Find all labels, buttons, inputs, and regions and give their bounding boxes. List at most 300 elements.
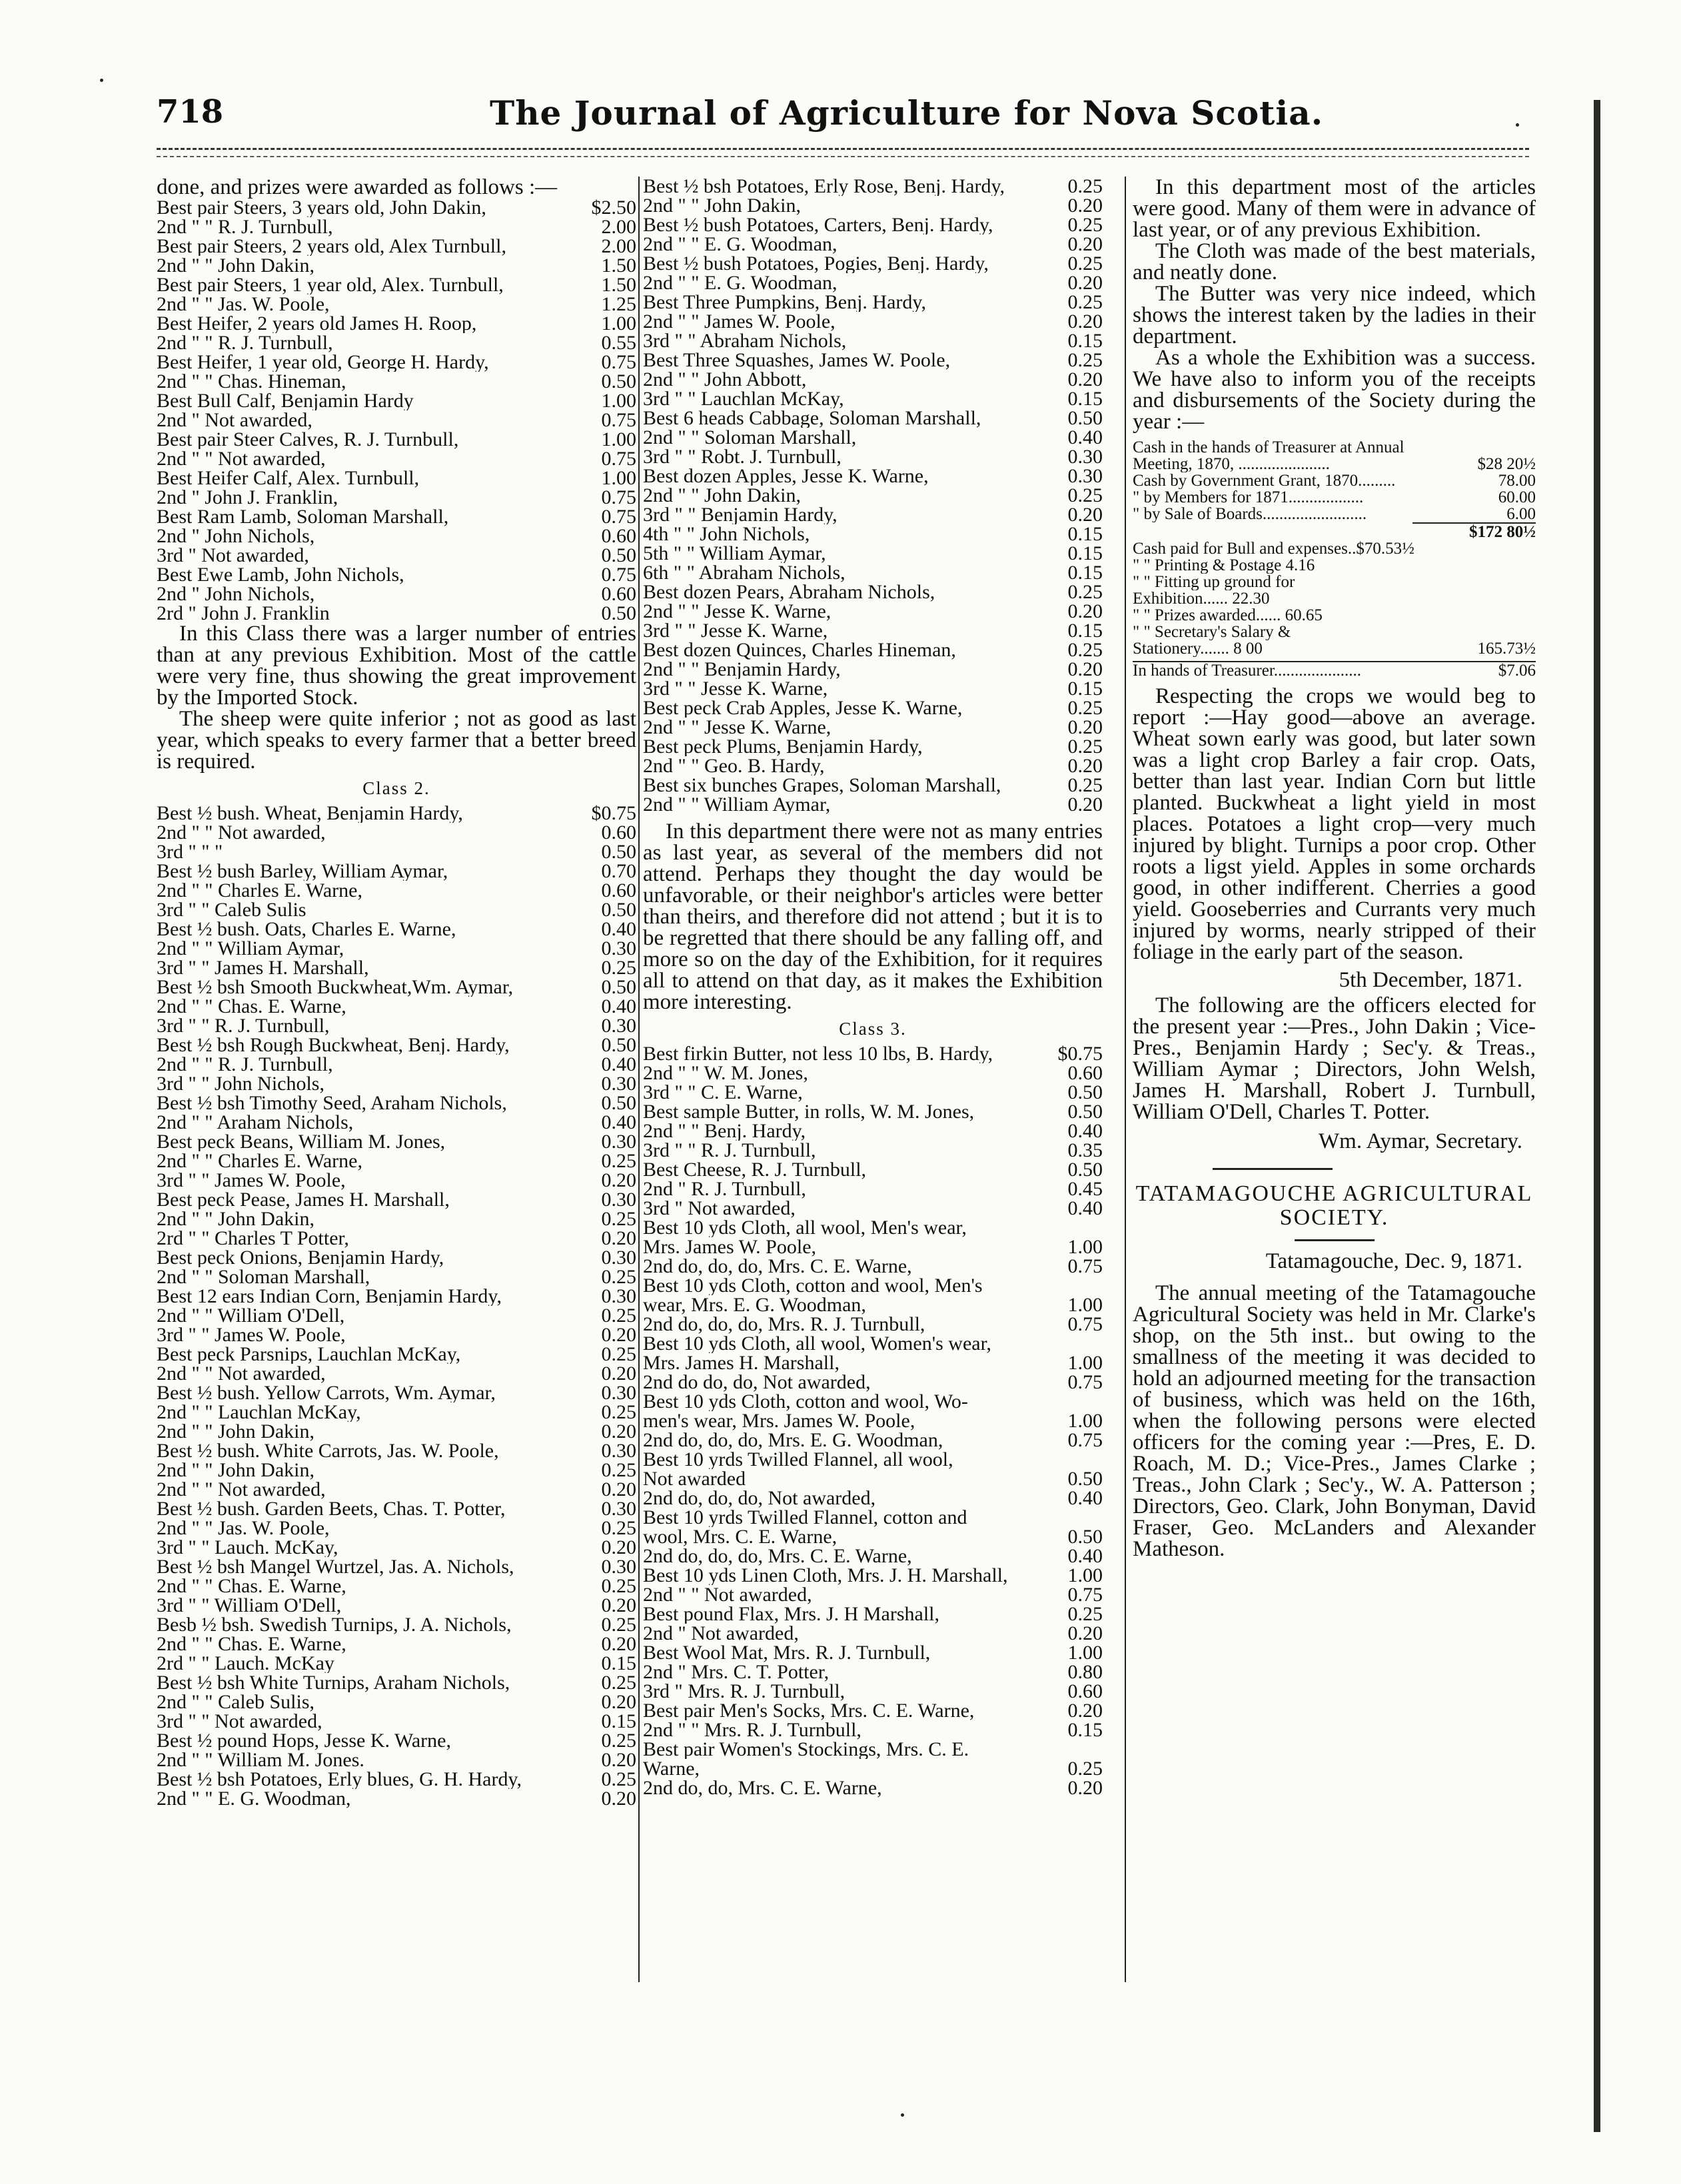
prize-row <box>157 1634 636 1654</box>
prize-amount: 0.15 <box>601 1652 636 1674</box>
prize-row <box>157 1364 636 1383</box>
cash-row <box>1133 456 1536 472</box>
class3-prize-list <box>643 1044 1103 1798</box>
entry-text: Best ½ bush. White Carrots, Jas. W. Poole, <box>157 1441 499 1460</box>
officers-elected: The following are the officers elected for the present year :—Pres., John Dakin ; Vice-Pres., Benjamin Hardy ; Sec'y. & Treas., William Aymar ; Directors, John Welsh, James H. Marshall, Robert J. Turnbull, William O'Dell, Charles T. Potter. <box>1133 993 1536 1124</box>
entry-text: Best ½ bush. Wheat, Benjamin Hardy, <box>157 804 463 823</box>
prize-amount: 0.20 <box>1067 195 1103 217</box>
prize-amount: 0.25 <box>1067 581 1103 603</box>
entry-text: 2rd " " Lauch. McKay <box>157 1654 334 1673</box>
prize-amount: 0.30 <box>601 1189 636 1211</box>
prize-amount: 0.60 <box>601 821 636 843</box>
entry-text: Besb ½ bsh. Swedish Turnips, J. A. Nichols, <box>157 1615 512 1634</box>
entry-text: Best pair Steer Calves, R. J. Turnbull, <box>157 430 459 449</box>
prize-amount: 0.20 <box>1067 1700 1103 1722</box>
prize-row <box>643 1237 1103 1257</box>
entry-text: 2nd " " Jas. W. Poole, <box>157 1518 330 1538</box>
prize-amount <box>1462 574 1536 590</box>
class1-prize-list <box>157 198 636 623</box>
entry-text: 2nd " " Benj. Hardy, <box>643 1121 806 1141</box>
prize-row <box>157 507 636 526</box>
prize-row <box>643 1488 1103 1508</box>
prize-amount: 0.75 <box>601 409 636 431</box>
prize-amount: 0.60 <box>601 525 636 547</box>
entry-text: 2nd " " Chas. E. Warne, <box>157 997 346 1016</box>
prize-row <box>157 1171 636 1190</box>
prize-row <box>157 1538 636 1557</box>
prize-amount: 0.20 <box>1067 716 1103 738</box>
prize-amount: 0.20 <box>1067 1777 1103 1799</box>
prize-amount: 0.15 <box>1067 562 1103 584</box>
entry-text: Best pair Steers, 2 years old, Alex Turnbull, <box>157 237 506 256</box>
prize-row <box>643 1701 1103 1720</box>
entry-text: " " Fitting up ground for <box>1133 574 1295 590</box>
prize-row <box>643 408 1103 428</box>
prize-amount: 0.60 <box>601 879 636 901</box>
prize-row <box>643 1044 1103 1063</box>
prize-amount: 0.35 <box>1067 1139 1103 1161</box>
prize-row <box>643 370 1103 389</box>
entry-text: Best Ewe Lamb, John Nichols, <box>157 565 404 584</box>
entry-text: 2nd " " E. G. Woodman, <box>643 235 838 254</box>
prize-amount: 6.00 <box>1506 505 1536 523</box>
prize-amount: 0.30 <box>601 1556 636 1578</box>
prize-amount: 1.00 <box>1067 1564 1103 1586</box>
produce-prize-list <box>643 177 1103 814</box>
entry-text: Best ½ bush. Yellow Carrots, Wm. Aymar, <box>157 1383 496 1402</box>
prize-amount: 0.25 <box>601 1305 636 1327</box>
entry-text: 2nd " " Charles E. Warne, <box>157 881 362 900</box>
prize-row <box>643 1469 1103 1488</box>
prize-amount: 0.20 <box>1067 1622 1103 1644</box>
prize-row <box>643 1527 1103 1546</box>
entry-text: 2nd " " John Dakin, <box>643 196 801 215</box>
prize-amount: 0.30 <box>601 1073 636 1095</box>
prize-row <box>643 1566 1103 1585</box>
entry-text: 6th " " Abraham Nichols, <box>643 563 845 582</box>
prize-amount: 60.00 <box>1498 488 1536 506</box>
prize-row <box>643 215 1103 235</box>
entry-text: 3rd " " Benjamin Hardy, <box>643 505 838 524</box>
prize-amount: 0.25 <box>601 1768 636 1790</box>
entry-text: 3rd " " James W. Poole, <box>157 1171 346 1190</box>
prize-row <box>643 1334 1103 1353</box>
entry-text: Best 10 yds Cloth, all wool, Women's wear, <box>643 1334 991 1353</box>
prize-amount: 0.15 <box>1067 1719 1103 1741</box>
prize-amount: 0.75 <box>601 486 636 508</box>
prize-row <box>643 544 1103 563</box>
entry-text: Best 10 yrds Twilled Flannel, cotton and <box>643 1508 967 1527</box>
entry-text: 3rd " Not awarded, <box>157 546 309 565</box>
entry-text: 2nd " Mrs. C. T. Potter, <box>643 1662 830 1682</box>
prize-amount: 0.20 <box>1067 755 1103 777</box>
entry-text: " " Secretary's Salary & <box>1133 624 1291 640</box>
prize-amount: 0.40 <box>601 1111 636 1133</box>
prize-row <box>643 1160 1103 1179</box>
cash-row <box>1133 439 1536 456</box>
entry-text: 2nd " " R. J. Turnbull, <box>157 1055 333 1074</box>
cash-receipts <box>1133 439 1536 522</box>
prize-row <box>157 1248 636 1267</box>
prize-row <box>157 939 636 958</box>
prize-row <box>157 1016 636 1035</box>
entry-text: Warne, <box>643 1759 700 1778</box>
prize-amount: 0.40 <box>1067 1545 1103 1567</box>
entry-text: 3rd " " William O'Dell, <box>157 1596 342 1615</box>
prize-amount: 0.20 <box>601 1788 636 1810</box>
entry-text: Best ½ bush Potatoes, Pogies, Benj. Hardy, <box>643 254 989 273</box>
prize-amount: $0.75 <box>591 802 636 824</box>
cash-row <box>1133 640 1536 657</box>
page-header <box>157 93 1529 147</box>
prize-row <box>157 1074 636 1093</box>
prize-amount: 0.60 <box>601 583 636 605</box>
entry-text: Best ½ bush. Garden Beets, Chas. T. Potter, <box>157 1499 506 1518</box>
entry-text: 2nd " " E. G. Woodman, <box>643 273 838 292</box>
prize-amount: 0.30 <box>1067 446 1103 468</box>
prize-amount: 0.20 <box>601 1324 636 1346</box>
prize-amount: 0.20 <box>601 1633 636 1655</box>
prize-row <box>157 1113 636 1132</box>
prize-row <box>643 1353 1103 1372</box>
prize-amount: 0.25 <box>1067 214 1103 236</box>
prize-row <box>643 795 1103 814</box>
entry-text: 3rd " " John Nichols, <box>157 1074 324 1093</box>
section-rule <box>1213 1168 1333 1170</box>
entry-text: 2nd " R. J. Turnbull, <box>643 1179 806 1199</box>
class3-heading: Class 3. <box>839 1019 907 1039</box>
prize-amount: 0.25 <box>1067 1603 1103 1625</box>
prize-amount: 0.50 <box>601 976 636 998</box>
entry-text: Cash in the hands of Treasurer at Annual <box>1133 439 1404 456</box>
entry-text: 2nd " " William O'Dell, <box>157 1306 345 1325</box>
prize-row <box>157 372 636 391</box>
prize-amount: 0.20 <box>1067 600 1103 622</box>
entry-text: 3rd " Mrs. R. J. Turnbull, <box>643 1682 845 1701</box>
prize-amount: 0.20 <box>601 1227 636 1249</box>
prize-row <box>157 1151 636 1171</box>
entry-text: 2nd " " E. G. Woodman, <box>157 1789 351 1808</box>
entry-text: Best ½ bsh White Turnips, Araham Nichols, <box>157 1673 510 1692</box>
prize-row <box>157 1673 636 1692</box>
prize-row <box>157 1383 636 1402</box>
page-number: 718 <box>157 93 224 131</box>
entry-text: 3rd " Not awarded, <box>643 1199 796 1218</box>
prize-row <box>643 640 1103 660</box>
prize-row <box>157 1654 636 1673</box>
entry-text: 2nd " " Not awarded, <box>643 1585 812 1604</box>
entry-text: 2nd " " John Dakin, <box>157 1460 314 1480</box>
entry-text: 3rd " " R. J. Turnbull, <box>643 1141 816 1160</box>
prize-amount: 0.70 <box>601 860 636 882</box>
entry-text: 2nd " " W. M. Jones, <box>643 1063 808 1083</box>
department-commentary: In this department there were not as many entries as last year, as several of the members did not attend. Perhaps they thought the day would be unfavorable, or their neighbor's articles were better than theirs, and therefore did not attend ; but it is to be regretted that there should be any falling off, and more so on the day of the Exhibition, for it requires all to attend on that day, as it makes the Exhibition more interesting. <box>643 819 1103 1014</box>
prize-amount: 1.25 <box>601 293 636 315</box>
prize-amount: 0.20 <box>1067 794 1103 816</box>
prize-row <box>157 1267 636 1287</box>
prize-row <box>643 350 1103 370</box>
prize-amount: 0.30 <box>601 937 636 959</box>
prize-amount: 0.50 <box>1067 1468 1103 1490</box>
prize-row <box>643 698 1103 718</box>
prize-row <box>643 428 1103 447</box>
entry-text: 3rd " " James W. Poole, <box>157 1325 346 1345</box>
entry-text: " by Members for 1871.................. <box>1133 489 1364 506</box>
prize-amount: 0.25 <box>601 1208 636 1230</box>
prize-row <box>157 333 636 352</box>
prize-amount: 1.00 <box>601 428 636 450</box>
secretary-signature: Wm. Aymar, Secretary. <box>1319 1129 1522 1153</box>
prize-amount: 0.20 <box>1067 272 1103 294</box>
prize-amount: 0.45 <box>1067 1178 1103 1200</box>
prize-row <box>643 1585 1103 1604</box>
journal-title: The Journal of Agriculture for Nova Scotia. <box>490 93 1324 133</box>
prize-amount: $28 20½ <box>1477 455 1536 473</box>
prize-row <box>643 1604 1103 1624</box>
prize-amount: 0.50 <box>601 544 636 566</box>
prize-row <box>157 1441 636 1460</box>
entry-text: Cash paid for Bull and expenses..$70.53½ <box>1133 540 1414 557</box>
prize-amount: 0.50 <box>601 841 636 863</box>
entry-text: Not awarded <box>643 1469 746 1488</box>
entry-text: 2nd do do, do, Not awarded, <box>643 1372 871 1392</box>
entry-text: 2nd do, do, do, Mrs. C. E. Warne, <box>643 1257 912 1276</box>
prize-row <box>157 1615 636 1634</box>
prize-row <box>157 275 636 294</box>
prize-row <box>157 217 636 237</box>
prize-row <box>157 468 636 488</box>
entry-text: 2nd " " Not awarded, <box>157 1364 326 1383</box>
prize-row <box>643 254 1103 273</box>
prize-row <box>157 1402 636 1422</box>
prize-amount: 0.25 <box>601 1401 636 1423</box>
cash-row <box>1133 590 1536 607</box>
prize-row <box>157 1692 636 1712</box>
prize-row <box>157 449 636 468</box>
prize-row <box>157 198 636 217</box>
entry-text: 2nd " " John Dakin, <box>643 486 801 505</box>
prize-row <box>643 582 1103 602</box>
header-rule-2 <box>157 156 1529 157</box>
entry-text: Best ½ bsh Potatoes, Erly Rose, Benj. Hardy, <box>643 177 1005 196</box>
prize-row <box>157 410 636 430</box>
entry-text: Best ½ bush Potatoes, Carters, Benj. Hardy, <box>643 215 993 235</box>
butter-commentary: The Butter was very nice indeed, which shows the interest taken by the ladies in their department. <box>1133 282 1536 348</box>
prize-amount: 0.25 <box>1067 175 1103 197</box>
prize-amount: 0.25 <box>601 1459 636 1481</box>
prize-row <box>157 997 636 1016</box>
prize-amount: 0.60 <box>1067 1062 1103 1084</box>
prize-amount: 0.50 <box>1067 1159 1103 1181</box>
entry-text: Best 10 yrds Twilled Flannel, all wool, <box>643 1450 953 1469</box>
prize-amount: 0.75 <box>1067 1371 1103 1393</box>
prize-row <box>643 1257 1103 1276</box>
entry-text: " by Sale of Boards......................... <box>1133 506 1367 522</box>
entry-text: 2nd " " William M. Jones. <box>157 1750 364 1770</box>
prize-row <box>643 563 1103 582</box>
prize-amount: 0.20 <box>601 1536 636 1558</box>
entry-text: 3rd " " " <box>157 842 223 861</box>
prize-row <box>643 1063 1103 1083</box>
prize-amount: 1.50 <box>601 255 636 276</box>
title-rule <box>1295 1239 1375 1241</box>
entry-text: 2nd " " Jas. W. Poole, <box>157 294 330 314</box>
prize-row <box>643 1546 1103 1566</box>
prize-row <box>157 1480 636 1499</box>
prize-amount: 0.25 <box>601 1672 636 1694</box>
prize-amount: 0.25 <box>601 1150 636 1172</box>
entry-text: Best ½ bsh Smooth Buckwheat,Wm. Aymar, <box>157 977 514 997</box>
prize-amount: 0.75 <box>1067 1584 1103 1606</box>
prize-row <box>157 1712 636 1731</box>
prize-row <box>157 237 636 256</box>
prize-row <box>157 391 636 410</box>
entry-text: 2rd " " Charles T Potter, <box>157 1229 349 1248</box>
column-divider <box>638 177 640 1982</box>
prize-amount: 0.20 <box>1067 233 1103 255</box>
prize-row <box>157 977 636 997</box>
entry-text: 3rd " " Lauchlan McKay, <box>643 389 844 408</box>
entry-text: 2nd " " Charles E. Warne, <box>157 1151 362 1171</box>
prize-amount: 0.25 <box>601 1343 636 1365</box>
sheep-commentary: The sheep were quite inferior ; not as good as last year, which speaks to every farmer that a better breed is required. <box>157 707 636 774</box>
prize-row <box>643 1720 1103 1740</box>
intro-text: done, and prizes were awarded as follows :— <box>157 175 558 199</box>
prize-amount: 0.20 <box>1067 658 1103 680</box>
entry-text: 2nd " John Nichols, <box>157 584 315 604</box>
entry-text: Cash by Government Grant, 1870......... <box>1133 472 1396 489</box>
prize-amount <box>1462 624 1536 640</box>
entry-text: 2nd " " Chas. Hineman, <box>157 372 346 391</box>
entry-text: 2nd " " John Dakin, <box>157 1422 314 1441</box>
prize-row <box>157 842 636 861</box>
entry-text: Best six bunches Grapes, Soloman Marshall, <box>643 776 1001 795</box>
prize-amount: 1.00 <box>1067 1352 1103 1374</box>
prize-amount: 1.00 <box>601 312 636 334</box>
entry-text: 2nd do, do, do, Not awarded, <box>643 1488 876 1508</box>
entry-text: Best peck Crab Apples, Jesse K. Warne, <box>643 698 963 718</box>
entry-text: 2nd " John J. Franklin, <box>157 488 338 507</box>
prize-row <box>643 447 1103 466</box>
entry-text: Best Bull Calf, Benjamin Hardy <box>157 391 414 410</box>
prize-amount: 0.30 <box>1067 465 1103 487</box>
prize-amount: 0.15 <box>1067 678 1103 700</box>
prize-row <box>643 1295 1103 1315</box>
prize-amount: 0.25 <box>1067 697 1103 719</box>
prize-amount: 0.40 <box>601 1053 636 1075</box>
prize-row <box>157 314 636 333</box>
entry-text: " " Printing & Postage 4.16 <box>1133 557 1315 574</box>
prize-row <box>643 1682 1103 1701</box>
entry-text: Best ½ pound Hops, Jesse K. Warne, <box>157 1731 451 1750</box>
prize-row <box>157 1750 636 1770</box>
entry-text: Best ½ bsh Rough Buckwheat, Benj. Hardy, <box>157 1035 510 1055</box>
prize-amount: 1.00 <box>1067 1294 1103 1316</box>
entry-text: 3rd " " Lauch. McKay, <box>157 1538 338 1557</box>
entry-text: men's wear, Mrs. James W. Poole, <box>643 1411 915 1430</box>
entry-text: Best Heifer Calf, Alex. Turnbull, <box>157 468 420 488</box>
entry-text: Best pair Men's Socks, Mrs. C. E. Warne, <box>643 1701 975 1720</box>
entry-text: wear, Mrs. E. G. Woodman, <box>643 1295 866 1315</box>
prize-row <box>643 621 1103 640</box>
prize-row <box>643 1643 1103 1662</box>
prize-row <box>157 1035 636 1055</box>
prize-row <box>157 1209 636 1229</box>
entry-text: Best dozen Apples, Jesse K. Warne, <box>643 466 929 486</box>
receipts-intro: As a whole the Exhibition was a success. We have also to inform you of the receipts and disbursements of the Society during the year :— <box>1133 346 1536 434</box>
entry-text: 2nd " Not awarded, <box>643 1624 799 1643</box>
prize-amount: 0.40 <box>1067 1120 1103 1142</box>
entry-text: 2nd " " Chas. E. Warne, <box>157 1634 346 1654</box>
column-divider <box>1125 177 1126 1982</box>
prize-row <box>157 804 636 823</box>
prize-row <box>643 292 1103 312</box>
prize-row <box>643 1121 1103 1141</box>
prize-amount: 0.50 <box>1067 1101 1103 1123</box>
prize-amount: 165.73½ <box>1477 640 1536 658</box>
prize-row <box>157 1596 636 1615</box>
prize-amount: 0.30 <box>601 1285 636 1307</box>
prize-amount: 2.00 <box>601 235 636 257</box>
report-date: 5th December, 1871. <box>1339 968 1522 992</box>
entry-text: 3rd " " Not awarded, <box>157 1712 322 1731</box>
prize-amount: 0.40 <box>601 918 636 940</box>
entry-text: Best Cheese, R. J. Turnbull, <box>643 1160 867 1179</box>
treasurer-balance: In hands of Treasurer..................... $7.06 <box>1133 662 1536 680</box>
entry-text: 3rd " " Robt. J. Turnbull, <box>643 447 841 466</box>
prize-row <box>157 1576 636 1596</box>
prize-amount: 0.50 <box>601 899 636 921</box>
prize-row <box>643 524 1103 544</box>
prize-amount: 0.50 <box>1067 1526 1103 1548</box>
entry-text: Best 10 yds Cloth, cotton and wool, Wo- <box>643 1392 968 1411</box>
prize-row <box>157 900 636 919</box>
entry-text: Best pair Steers, 3 years old, John Dakin, <box>157 198 486 217</box>
prize-amount: 0.25 <box>1067 349 1103 371</box>
prize-amount: 0.75 <box>601 448 636 470</box>
prize-amount: $0.75 <box>1057 1043 1103 1065</box>
entry-text: Best 6 heads Cabbage, Soloman Marshall, <box>643 408 981 428</box>
prize-row <box>157 430 636 449</box>
entry-text: Best 12 ears Indian Corn, Benjamin Hardy, <box>157 1287 502 1306</box>
prize-row <box>157 584 636 604</box>
entry-text: 5th " " William Aymar, <box>643 544 826 563</box>
entry-text: Best Three Pumpkins, Benj. Hardy, <box>643 292 926 312</box>
prize-amount: 0.30 <box>601 1498 636 1520</box>
prize-amount: 0.75 <box>601 564 636 586</box>
entry-text: 2nd " " Not awarded, <box>157 449 326 468</box>
entry-text: Best ½ bsh Mangel Wurtzel, Jas. A. Nichols, <box>157 1557 514 1576</box>
prize-amount: 0.25 <box>1067 1758 1103 1780</box>
entry-text: Best peck Pease, James H. Marshall, <box>157 1190 450 1209</box>
prize-row <box>643 737 1103 756</box>
entry-text: Best Ram Lamb, Soloman Marshall, <box>157 507 449 526</box>
prize-row <box>643 1315 1103 1334</box>
prize-row <box>643 1662 1103 1682</box>
prize-row <box>157 1770 636 1789</box>
prize-amount: 0.50 <box>1067 1081 1103 1103</box>
prize-row <box>157 1345 636 1364</box>
prize-amount: 0.25 <box>601 1614 636 1636</box>
prize-amount: 0.30 <box>601 1382 636 1404</box>
entry-text: Best ½ bush Barley, William Aymar, <box>157 861 448 881</box>
column-1 <box>157 177 636 1808</box>
prize-amount <box>1462 557 1536 574</box>
prize-row <box>643 1759 1103 1778</box>
entry-text: 2nd " Not awarded, <box>157 410 312 430</box>
entry-text: Best sample Butter, in rolls, W. M. Jones, <box>643 1102 975 1121</box>
prize-row <box>643 1199 1103 1218</box>
